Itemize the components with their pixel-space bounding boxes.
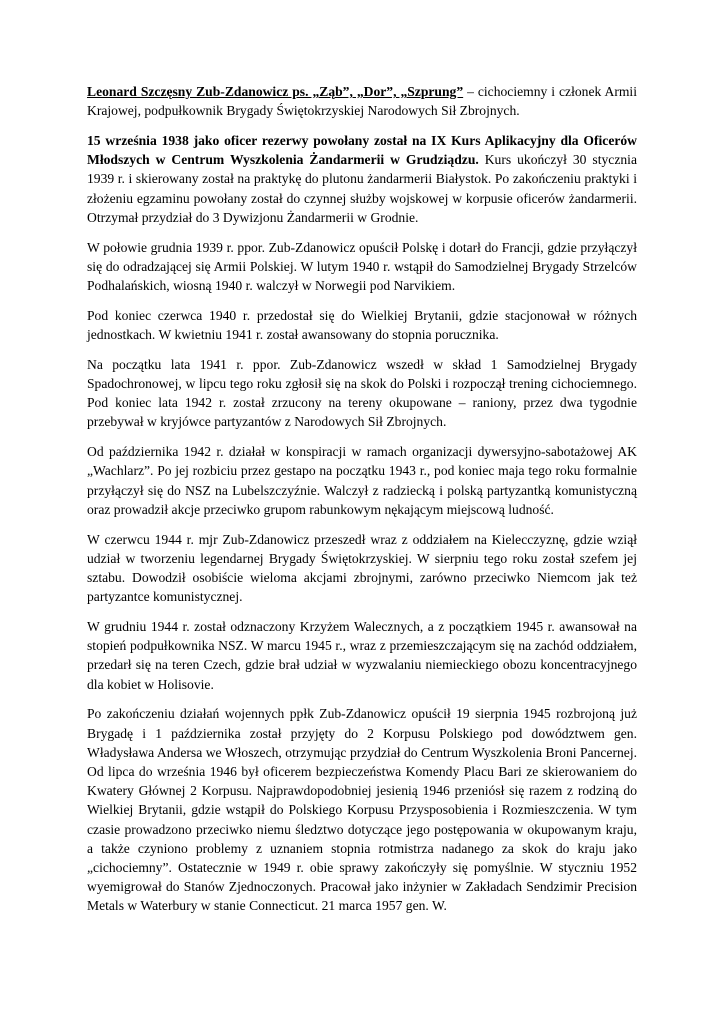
person-name-heading: Leonard Szczęsny Zub-Zdanowicz ps. „Ząb”, „Dor”, „Szprung” bbox=[87, 84, 464, 99]
intro-paragraph bbox=[87, 82, 637, 120]
bold-lead-1938: 15 września 1938 jako oficer rezerwy powołany został na IX Kurs Aplikacyjny dla Oficerów Młodszych w Centrum Wyszkolenia Żandarmerii w Grudziądzu. bbox=[87, 133, 637, 168]
paragraph-1940: Pod koniec czerwca 1940 r. przedostał się do Wielkiej Brytanii, gdzie stacjonował w różnych jednostkach. W kwietniu 1941 r. został awansowany do stopnia porucznika. bbox=[87, 307, 637, 343]
document-page bbox=[87, 82, 637, 926]
text-1938: Kurs ukończył 30 stycznia 1939 r. i skierowany został na praktykę do plutonu żandarmerii Białystok. Po zakończeniu praktyki i złożeniu egzaminu powołany został do czynnej służby wojskowej w korpusie oficerów żandarmerii. Otrzymał przydział do 3 Dywizjonu Żandarmerii w Grodnie. bbox=[87, 152, 637, 225]
paragraph-postwar: Po zakończeniu działań wojennych ppłk Zub-Zdanowicz opuścił 19 sierpnia 1945 rozbrojoną już Brygadę i 1 października został przyjęty do 2 Korpusu Polskiego pod dowództwem gen. Władysława Andersa we Włoszech, otrzymując przydział do Centrum Wyszkolenia Broni Pancernej. Od lipca do września 1946 był oficerem bezpieczeństwa Komendy Placu Bari ze skierowaniem do Kwatery Głównej 2 Korpusu. Najprawdopodobniej jesienią 1946 przeniósł się razem z rodziną do Wielkiej Brytanii, gdzie wstąpił do Polskiego Korpusu Przysposobienia i Rozmieszczenia. W tym czasie prowadzono przeciwko niemu śledztwo dotyczące jego postępowania w okupowanym kraju, a także czyniono problemy z uznaniem stopnia rotmistrza nadanego za skok do kraju jako „cichociemny”. Ostatecznie w 1949 r. obie sprawy zakończyły się pomyślnie. W styczniu 1952 wyemigrował do Stanów Zjednoczonych. Pracował jako inżynier w Zakładach Sendzimir Precision Metals w Waterbury w stanie Connecticut. 21 marca 1957 gen. W. bbox=[87, 706, 637, 914]
paragraph-1941: Na początku lata 1941 r. ppor. Zub-Zdanowicz wszedł w skład 1 Samodzielnej Brygady Spadochronowej, w lipcu tego roku zgłosił się na skok do Polski i rozpoczął trening cichociemnego. Pod koniec lata 1942 r. został zrzucony na tereny okupowane – raniony, przez dwa tygodnie przebywał w kryjówce partyzantów z Narodowych Sił Zbrojnych. bbox=[87, 356, 637, 430]
intro-text: – cichociemny i członek Armii Krajowej, podpułkownik Brygady Świętokrzyskiej Narodowych Sił Zbrojnych. bbox=[87, 84, 637, 119]
paragraph-1939: W połowie grudnia 1939 r. ppor. Zub-Zdanowicz opuścił Polskę i dotarł do Francji, gdzie przyłączył się do odradzającej się Armii Polskiej. W lutym 1940 r. wstąpił do Samodzielnej Brygady Strzelców Podhalańskich, wiosną 1940 r. walczył w Norwegii pod Narvikiem. bbox=[87, 239, 637, 294]
paragraph-1944-december: W grudniu 1944 r. został odznaczony Krzyżem Walecznych, a z początkiem 1945 r. awansował na stopień podpułkownika NSZ. W marcu 1945 r., wraz z przemieszczającym się na zachód oddziałem, przedarł się na teren Czech, gdzie brał udział w wyzwalaniu niemieckiego obozu koncentracyjnego dla kobiet w Holisovie. bbox=[87, 619, 637, 692]
paragraph-1942: Od października 1942 r. działał w konspiracji w ramach organizacji dywersyjno-sabotażowej AK „Wachlarz”. Po jej rozbiciu przez gestapo na początku 1943 r., pod koniec maja tego roku formalnie przyłączył się do NSZ na Lubelszczyźnie. Walczył z radziecką i polską partyzantką komunistyczną oraz prowadził akcje przeciwko grupom rabunkowym nękającym miejscową ludność. bbox=[87, 444, 637, 517]
paragraph-1944-june: W czerwcu 1944 r. mjr Zub-Zdanowicz przeszedł wraz z oddziałem na Kielecczyznę, gdzie wziął udział w tworzeniu legendarnej Brygady Świętokrzyskiej. W sierpniu tego roku został szefem jej sztabu. Dowodził osobiście wieloma akcjami zbrojnymi, zarówno przeciwko Niemcom jak też partyzantce komunistycznej. bbox=[87, 531, 637, 605]
paragraph-1938 bbox=[87, 131, 637, 227]
